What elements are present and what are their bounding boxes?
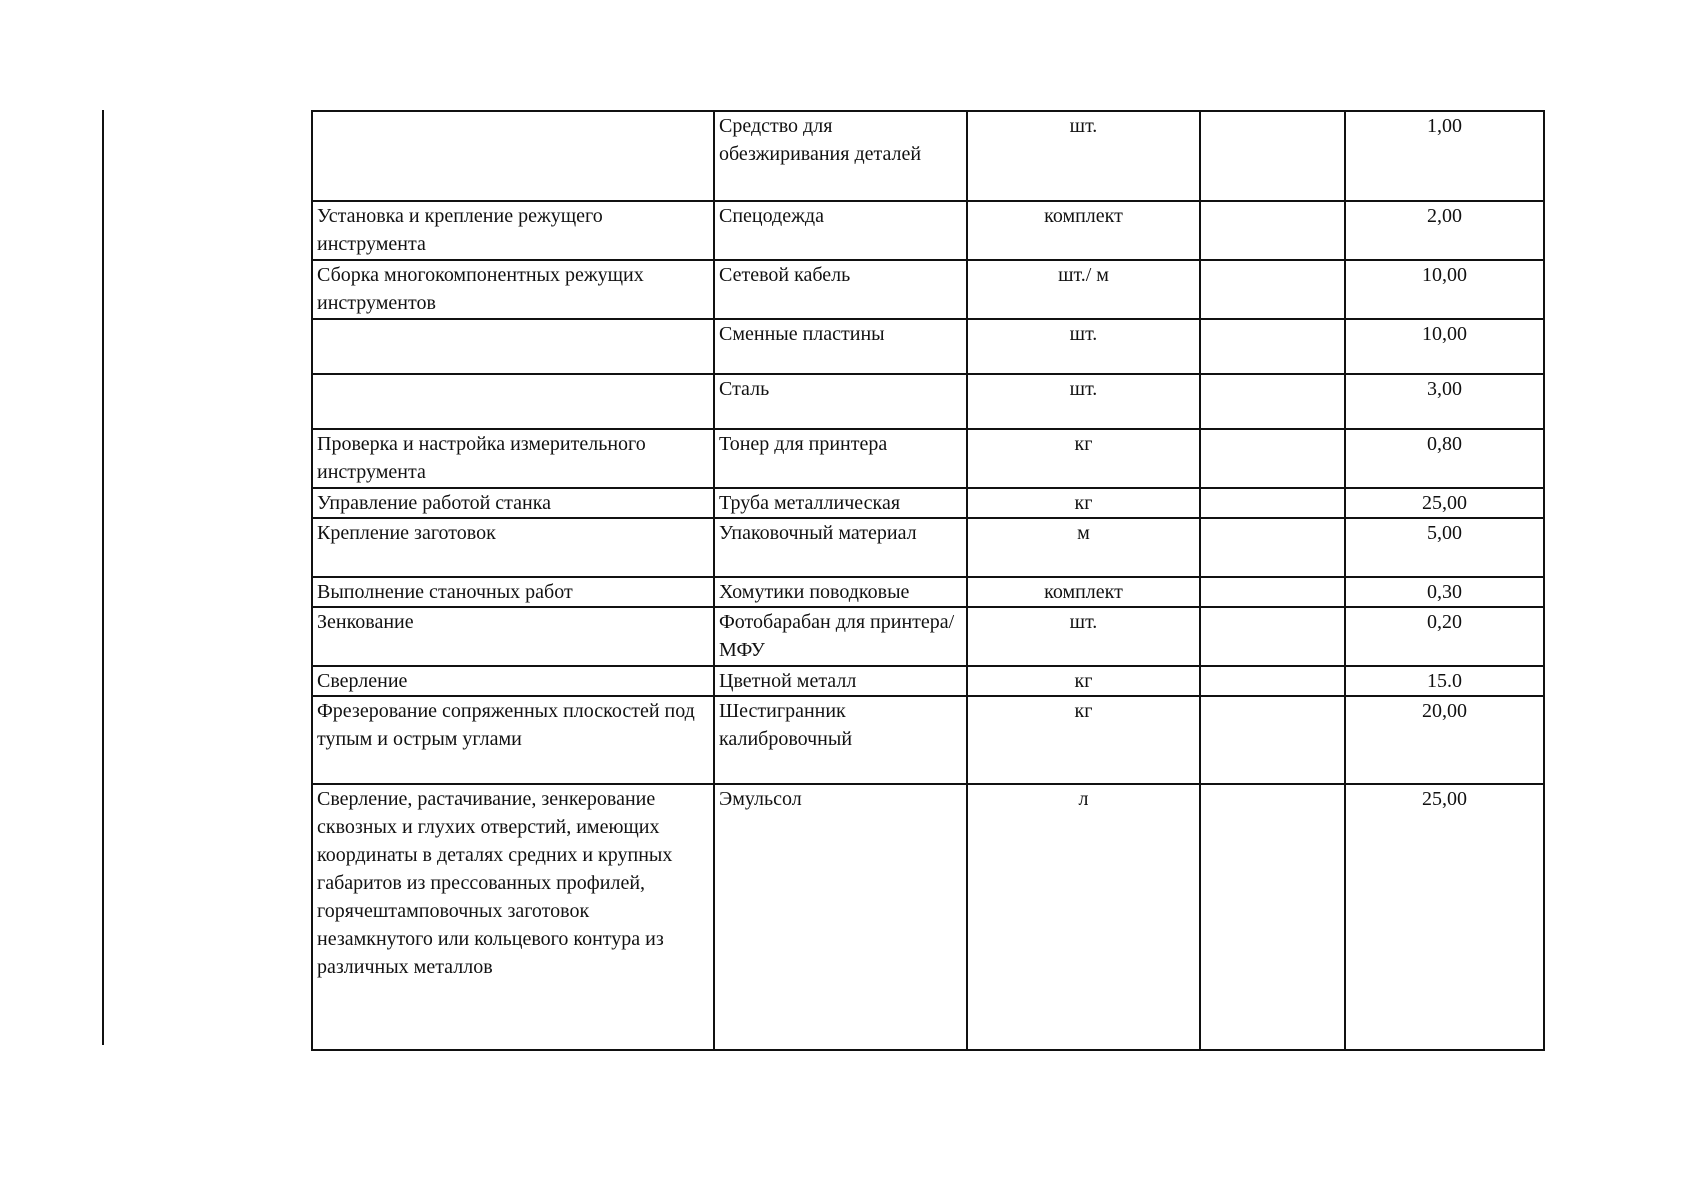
unit-cell: кг	[967, 429, 1200, 488]
empty-cell	[1200, 260, 1345, 319]
table-row	[312, 260, 1544, 319]
material-cell: Фотобарабан для принтера/МФУ	[714, 607, 967, 666]
empty-cell	[1200, 577, 1345, 607]
unit-cell: шт.	[967, 374, 1200, 429]
empty-cell	[1200, 488, 1345, 518]
work-cell: Крепление заготовок	[312, 518, 714, 577]
table-row	[312, 319, 1544, 374]
work-cell: Сборка многокомпонентных режущих инструментов	[312, 260, 714, 319]
empty-cell	[1200, 111, 1345, 201]
material-cell: Сталь	[714, 374, 967, 429]
quantity-cell: 20,00	[1345, 696, 1544, 784]
table-row	[312, 666, 1544, 696]
left-margin-rule	[102, 110, 104, 1045]
work-cell	[312, 374, 714, 429]
work-cell: Сверление	[312, 666, 714, 696]
quantity-cell: 5,00	[1345, 518, 1544, 577]
work-cell	[312, 111, 714, 201]
table-row	[312, 607, 1544, 666]
quantity-cell: 10,00	[1345, 260, 1544, 319]
material-cell: Сменные пластины	[714, 319, 967, 374]
material-cell: Тонер для принтера	[714, 429, 967, 488]
empty-cell	[1200, 518, 1345, 577]
work-cell: Установка и крепление режущего инструмента	[312, 201, 714, 260]
material-cell: Упаковочный материал	[714, 518, 967, 577]
quantity-cell: 2,00	[1345, 201, 1544, 260]
quantity-cell: 1,00	[1345, 111, 1544, 201]
empty-cell	[1200, 374, 1345, 429]
empty-cell	[1200, 696, 1345, 784]
unit-cell: кг	[967, 488, 1200, 518]
work-cell: Проверка и настройка измерительного инструмента	[312, 429, 714, 488]
quantity-cell: 10,00	[1345, 319, 1544, 374]
material-cell: Хомутики поводковые	[714, 577, 967, 607]
quantity-cell: 3,00	[1345, 374, 1544, 429]
quantity-cell: 0,20	[1345, 607, 1544, 666]
unit-cell: шт./ м	[967, 260, 1200, 319]
quantity-cell: 0,80	[1345, 429, 1544, 488]
quantity-cell: 25,00	[1345, 488, 1544, 518]
unit-cell: шт.	[967, 607, 1200, 666]
empty-cell	[1200, 319, 1345, 374]
material-cell: Шестигранник калибровочный	[714, 696, 967, 784]
material-cell: Эмульсол	[714, 784, 967, 1050]
table-row	[312, 111, 1544, 201]
table-row	[312, 429, 1544, 488]
work-cell: Управление работой станка	[312, 488, 714, 518]
work-cell	[312, 319, 714, 374]
unit-cell: кг	[967, 666, 1200, 696]
unit-cell: кг	[967, 696, 1200, 784]
material-cell: Цветной металл	[714, 666, 967, 696]
material-cell: Средство для обезжиривания деталей	[714, 111, 967, 201]
unit-cell: шт.	[967, 111, 1200, 201]
unit-cell: шт.	[967, 319, 1200, 374]
table-row	[312, 577, 1544, 607]
quantity-cell: 15.0	[1345, 666, 1544, 696]
table-row	[312, 374, 1544, 429]
empty-cell	[1200, 201, 1345, 260]
materials-table	[311, 110, 1545, 1051]
empty-cell	[1200, 784, 1345, 1050]
material-cell: Сетевой кабель	[714, 260, 967, 319]
empty-cell	[1200, 429, 1345, 488]
table-row	[312, 201, 1544, 260]
table-row	[312, 518, 1544, 577]
empty-cell	[1200, 607, 1345, 666]
work-cell: Фрезерование сопряженных плоскостей под тупым и острым углами	[312, 696, 714, 784]
material-cell: Спецодежда	[714, 201, 967, 260]
unit-cell: комплект	[967, 201, 1200, 260]
work-cell: Выполнение станочных работ	[312, 577, 714, 607]
table-row	[312, 696, 1544, 784]
material-cell: Труба металлическая	[714, 488, 967, 518]
table-row	[312, 784, 1544, 1050]
work-cell: Зенкование	[312, 607, 714, 666]
unit-cell: комплект	[967, 577, 1200, 607]
quantity-cell: 25,00	[1345, 784, 1544, 1050]
empty-cell	[1200, 666, 1345, 696]
unit-cell: м	[967, 518, 1200, 577]
table-row	[312, 488, 1544, 518]
quantity-cell: 0,30	[1345, 577, 1544, 607]
work-cell: Сверление, растачивание, зенкерование сквозных и глухих отверстий, имеющих координаты в деталях средних и крупных габаритов из прессованных профилей, горячештамповочных заготовок незамкнутого или кольцевого контура из различных металлов	[312, 784, 714, 1050]
unit-cell: л	[967, 784, 1200, 1050]
